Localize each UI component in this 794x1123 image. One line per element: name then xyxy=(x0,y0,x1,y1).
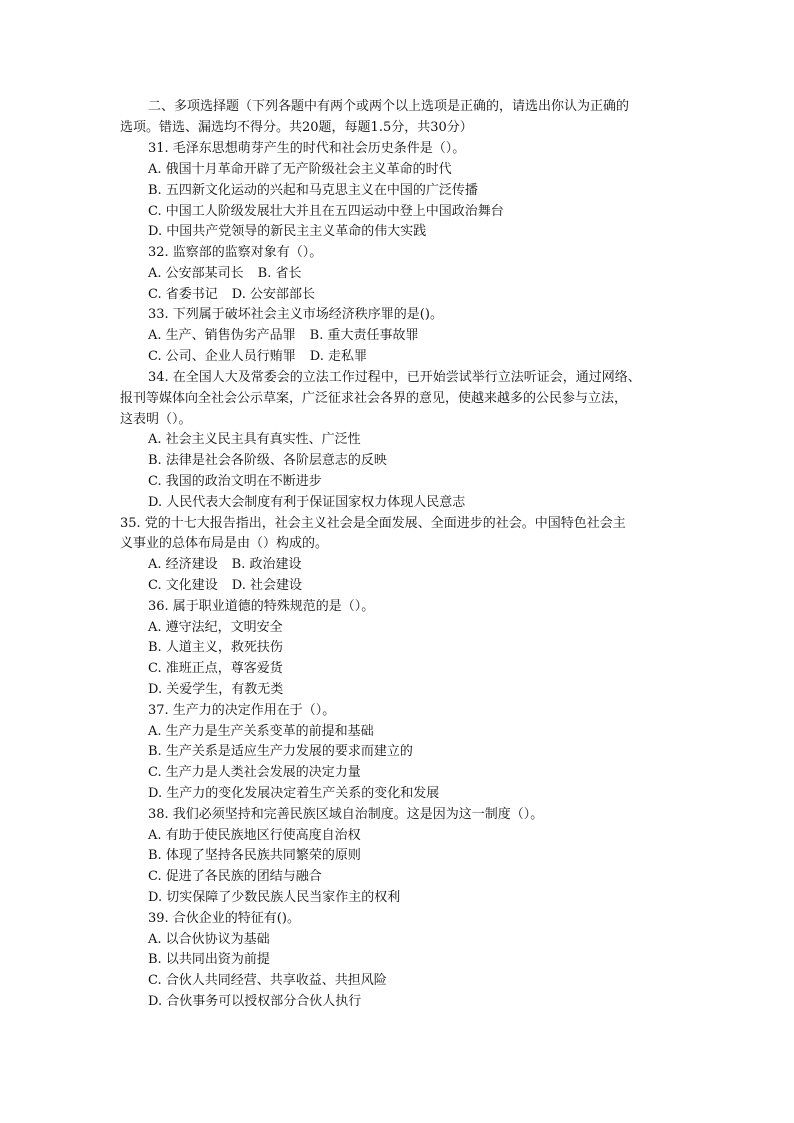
question-37-stem: 37. 生产力的决定作用在于（）。 xyxy=(148,703,336,718)
question-37-option-d: D. 生产力的变化发展决定着生产关系的变化和发展 xyxy=(148,786,440,801)
question-34-option-d: D. 人民代表大会制度有利于保证国家权力体现人民意志 xyxy=(148,495,466,510)
question-38-option-d: D. 切实保障了少数民族人民当家作主的权利 xyxy=(148,890,401,905)
question-34-stem-line1: 34. 在全国人大及常委会的立法工作过程中，已开始尝试举行立法听证会，通过网络、 xyxy=(148,370,641,385)
question-33-option-a: A. 生产、销售伪劣产品罪 xyxy=(148,328,296,343)
question-32-options-row1 xyxy=(148,264,301,285)
question-34-stem-line2: 报刊等媒体向全社会公示草案，广泛征求社会各界的意见，使越来越多的公民参与立法， xyxy=(120,391,628,406)
question-31-option-b: B. 五四新文化运动的兴起和马克思主义在中国的广泛传播 xyxy=(148,183,478,198)
question-31-option-d: D. 中国共产党领导的新民主主义革命的伟大实践 xyxy=(148,224,427,239)
question-37-option-b: B. 生产关系是适应生产力发展的要求而建立的 xyxy=(148,744,413,759)
question-36-stem: 36. 属于职业道德的特殊规范的是（）。 xyxy=(148,599,375,614)
question-39-option-a: A. 以合伙协议为基础 xyxy=(148,932,270,947)
question-34-option-a: A. 社会主义民主具有真实性、广泛性 xyxy=(148,432,361,447)
question-36-option-b: B. 人道主义，救死扶伤 xyxy=(148,640,283,655)
question-36-option-a: A. 遵守法纪，文明安全 xyxy=(148,620,283,635)
question-33-options-row1 xyxy=(148,326,418,347)
question-32-option-d: D. 公安部部长 xyxy=(231,287,315,302)
question-32-option-a: A. 公安部某司长 xyxy=(148,266,244,281)
question-37-option-c: C. 生产力是人类社会发展的决定力量 xyxy=(148,765,361,780)
question-38-option-c: C. 促进了各民族的团结与融合 xyxy=(148,869,322,884)
question-33-option-c: C. 公司、企业人员行贿罪 xyxy=(148,349,296,364)
question-32-options-row2 xyxy=(148,285,315,306)
section-heading-line1: 二、多项选择题（下列各题中有两个或两个以上选项是正确的，请选出你认为正确的 xyxy=(148,99,630,114)
question-32-stem: 32. 监察部的监察对象有（）。 xyxy=(148,245,323,260)
question-35-options-row2 xyxy=(148,576,302,597)
question-39-option-c: C. 合伙人共同经营、共享收益、共担风险 xyxy=(148,973,387,988)
question-34-option-c: C. 我国的政治文明在不断进步 xyxy=(148,474,322,489)
question-35-option-c: C. 文化建设 xyxy=(148,578,218,593)
section-heading-line2: 选项。错选、漏选均不得分。共20题，每题1.5分，共30分） xyxy=(120,120,473,135)
question-34-stem-line3: 这表明（）。 xyxy=(120,412,192,427)
question-36-option-c: C. 准班正点，尊客爱货 xyxy=(148,661,283,676)
question-34-option-b: B. 法律是社会各阶级、各阶层意志的反映 xyxy=(148,453,387,468)
question-35-stem-line2: 义事业的总体布局是由（）构成的。 xyxy=(120,536,329,551)
question-38-option-a: A. 有助于使民族地区行使高度自治权 xyxy=(148,828,361,843)
question-39-option-b: B. 以共同出资为前提 xyxy=(148,952,270,967)
question-33-stem: 33. 下列属于破坏社会主义市场经济秩序罪的是()。 xyxy=(148,307,443,322)
question-33-option-b: B. 重大责任事故罪 xyxy=(309,328,419,343)
question-33-options-row2 xyxy=(148,347,367,368)
question-32-option-c: C. 省委书记 xyxy=(148,287,218,302)
question-38-option-b: B. 体现了坚持各民族共同繁荣的原则 xyxy=(148,848,361,863)
question-32-option-b: B. 省长 xyxy=(257,266,302,281)
question-39-option-d: D. 合伙事务可以授权部分合伙人执行 xyxy=(148,994,362,1009)
question-35-option-b: B. 政治建设 xyxy=(231,557,302,572)
question-36-option-d: D. 关爱学生，有教无类 xyxy=(148,682,284,697)
question-31-option-a: A. 俄国十月革命开辟了无产阶级社会主义革命的时代 xyxy=(148,162,452,177)
question-35-options-row1 xyxy=(148,555,301,576)
question-37-option-a: A. 生产力是生产关系变革的前提和基础 xyxy=(148,724,374,739)
question-39-stem: 39. 合伙企业的特征有()。 xyxy=(148,911,300,926)
question-35-option-a: A. 经济建设 xyxy=(148,557,218,572)
question-31-stem: 31. 毛泽东思想萌芽产生的时代和社会历史条件是（）。 xyxy=(148,141,466,156)
question-35-option-d: D. 社会建设 xyxy=(231,578,302,593)
question-35-stem-line1: 35. 党的十七大报告指出，社会主义社会是全面发展、全面进步的社会。中国特色社会主 xyxy=(120,516,626,531)
question-33-option-d: D. 走私罪 xyxy=(309,349,367,364)
question-38-stem: 38. 我们必须坚持和完善民族区域自治制度。这是因为这一制度（）。 xyxy=(148,807,544,822)
question-31-option-c: C. 中国工人阶级发展壮大并且在五四运动中登上中国政治舞台 xyxy=(148,204,504,219)
